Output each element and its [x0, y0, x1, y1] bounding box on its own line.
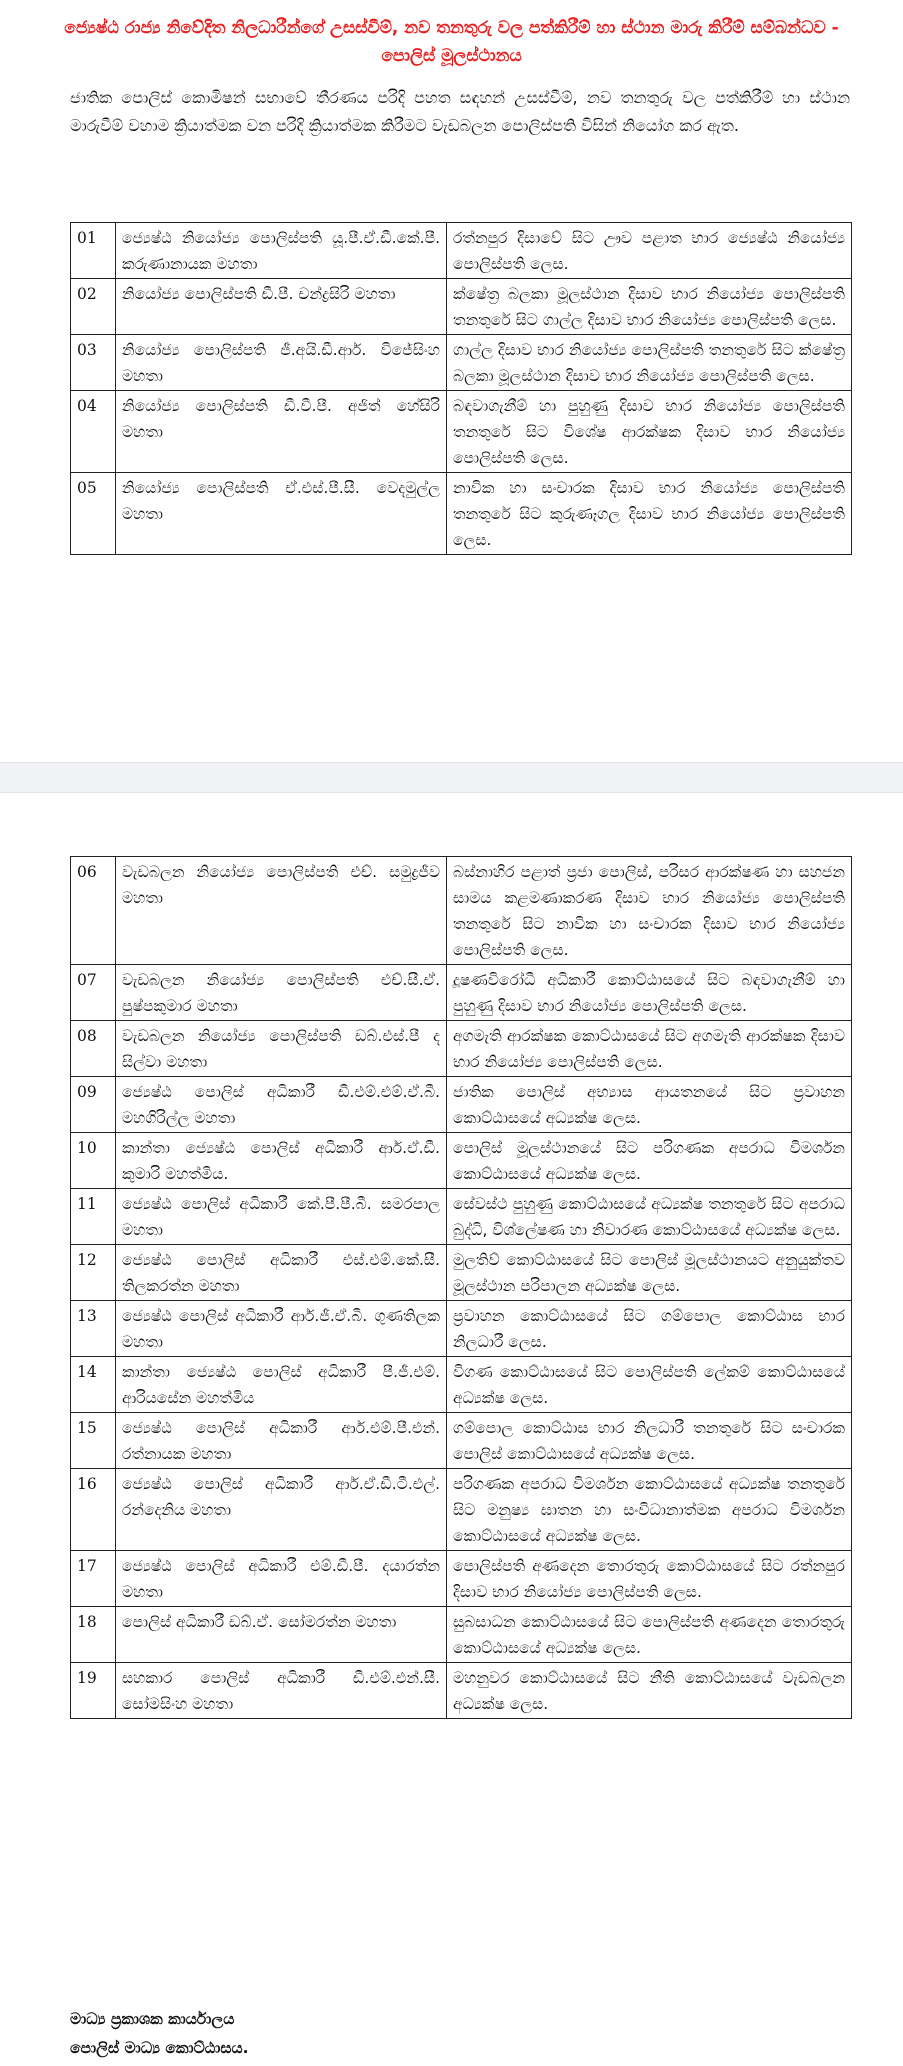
table-row: [71, 1607, 852, 1663]
row-number: 14: [71, 1357, 116, 1413]
row-number: 17: [71, 1551, 116, 1607]
new-posting-cell: රත්නපුර දිසාවේ සිට ඌව පළාත භාර ජ්‍යෙෂ්ඨ නියෝජ්‍ය පොලිස්පති ලෙස.: [447, 223, 852, 279]
officer-name-cell: ජ්‍යෙෂ්ඨ පොලිස් අධිකාරී ආර්.එම්.පී.එන්. රත්නායක මහතා: [116, 1413, 447, 1469]
appointments-table-part-1: [70, 222, 852, 555]
page-separator: [0, 762, 903, 793]
officer-name-cell: ජ්‍යෙෂ්ඨ පොලිස් අධිකාරී කේ.පී.පී.බී. සමරපාල මහතා: [116, 1189, 447, 1245]
new-posting-cell: පොලිස් මූලස්ථානයේ සිට පරිගණක අපරාධ විමර්ශන කොට්ඨාසයේ අධ්‍යක්ෂ ලෙස.: [447, 1133, 852, 1189]
row-number: 10: [71, 1133, 116, 1189]
new-posting-cell: ප්‍රවාහන කොට්ඨාසයේ සිට ගම්පොල කොට්ඨාස භාර නිලධාරී ලෙස.: [447, 1301, 852, 1357]
row-number: 06: [71, 857, 116, 965]
table-row: [71, 1551, 852, 1607]
row-number: 02: [71, 279, 116, 335]
officer-name-cell: නියෝජ්‍ය පොලිස්පති ජී.අයි.ඩී.ආර්. විජේසිංහ මහතා: [116, 335, 447, 391]
appointments-table-part-2: [70, 856, 852, 1719]
row-number: 11: [71, 1189, 116, 1245]
new-posting-cell: සේවස්ථ පුහුණු කොට්ඨාසයේ අධ්‍යක්ෂ තනතුරේ සිට අපරාධ බුද්ධි, විශ්ලේෂණ හා නිවාරණ කොට්ඨාසයේ අධ්‍යක්ෂ ලෙස.: [447, 1189, 852, 1245]
new-posting-cell: පොලිස්පති අණදෙන තොරතුරු කොට්ඨාසයේ සිට රත්නපුර දිසාව භාර නියෝජ්‍ය පොලිස්පති ලෙස.: [447, 1551, 852, 1607]
row-number: 18: [71, 1607, 116, 1663]
officer-name-cell: පොලිස් අධිකාරී ඩබ්.ඒ. සෝමරත්න මහතා: [116, 1607, 447, 1663]
officer-name-cell: කාන්තා ජ්‍යෙෂ්ඨ පොලිස් අධිකාරී ආර්.ඒ.ඩී. කුමාරි මහත්මිය.: [116, 1133, 447, 1189]
table-row: [71, 1357, 852, 1413]
table-row: [71, 1469, 852, 1551]
new-posting-cell: විගණ කොට්ඨාසයේ සිට පොලිස්පති ලේකම් කොට්ඨාසයේ අධ්‍යක්ෂ ලෙස.: [447, 1357, 852, 1413]
officer-name-cell: කාන්තා ජ්‍යෙෂ්ඨ පොලිස් අධිකාරී පී.ජී.එම්. ආරියසේන මහත්මිය: [116, 1357, 447, 1413]
row-number: 16: [71, 1469, 116, 1551]
row-number: 01: [71, 223, 116, 279]
new-posting-cell: මහනුවර කොට්ඨාසයේ සිට නීති කොට්ඨාසයේ වැඩබලන අධ්‍යක්ෂ ලෙස.: [447, 1663, 852, 1719]
officer-name-cell: ජ්‍යෙෂ්ඨ නියෝජ්‍ය පොලිස්පති යූ.පී.ඒ.ඩී.කේ.පී. කරුණානායක මහතා: [116, 223, 447, 279]
table-row: [71, 1077, 852, 1133]
officer-name-cell: ජ්‍යෙෂ්ඨ පොලිස් අධිකාරී ඩී.එම්.එම්.ඒ.බී. මහගිරිල්ල මහතා: [116, 1077, 447, 1133]
officer-name-cell: නියෝජ්‍ය පොලිස්පති ඒ.එස්.පී.සී. වෙදමුල්ල මහතා: [116, 473, 447, 555]
table-row: [71, 857, 852, 965]
row-number: 07: [71, 965, 116, 1021]
officer-name-cell: නියෝජ්‍ය පොලිස්පති ඩී.පී. චන්ද්‍රසිරි මහතා: [116, 279, 447, 335]
table-row: [71, 335, 852, 391]
table-row: [71, 279, 852, 335]
document-title: ජ්‍යෙෂ්ඨ රාජ්‍ය නිවේදිත නිලධාරීන්ගේ උසස්වීම්, නව තනතුරු වල පත්කිරීම් හා ස්ථාන මාරු කිරීම් සම්බන්ධව - පොලිස් මූලස්ථානය: [64, 18, 839, 66]
officer-name-cell: වැඩබලන නියෝජ්‍ය පොලිස්පති ඩබ්.එස්.පී ද සිල්වා මහතා: [116, 1021, 447, 1077]
new-posting-cell: පරිගණක අපරාධ විමර්ශන කොට්ඨාසයේ අධ්‍යක්ෂ තනතුරේ සිට මනුෂ්‍ය ඝාතන හා සංවිධානාත්මක අපරාධ විමර්ශන කොට්ඨාසයේ අධ්‍යක්ෂ ලෙස.: [447, 1469, 852, 1551]
officer-name-cell: ජ්‍යෙෂ්ඨ පොලිස් අධිකාරී ආර්.ඒ.ඩී.ටී.එල්. රන්දෙනිය මහතා: [116, 1469, 447, 1551]
table-row: [71, 223, 852, 279]
row-number: 03: [71, 335, 116, 391]
row-number: 15: [71, 1413, 116, 1469]
row-number: 08: [71, 1021, 116, 1077]
officer-name-cell: ජ්‍යෙෂ්ඨ පොලිස් අධිකාරී ආර්.ජී.ඒ.බී. ගුණතිලක මහතා: [116, 1301, 447, 1357]
row-number: 12: [71, 1245, 116, 1301]
table-row: [71, 1413, 852, 1469]
new-posting-cell: බස්නාහිර පළාත් ප්‍රජා පොලිස්, පරිසර ආරක්ෂණ හා සහජන සාමය කළමණාකරණ දිසාව භාර නියෝජ්‍ය පොලිස්පති තනතුරේ සිට නාවික හා සංචාරක දිසාව භාර නියෝජ්‍ය පොලිස්පති ලෙස.: [447, 857, 852, 965]
table-row: [71, 1301, 852, 1357]
table-row: [71, 1021, 852, 1077]
new-posting-cell: ජාතික පොලිස් අභ්‍යාස ආයතනයේ සිට ප්‍රවාහන කොට්ඨාසයේ අධ්‍යක්ෂ ලෙස.: [447, 1077, 852, 1133]
table-row: [71, 1245, 852, 1301]
row-number: 09: [71, 1077, 116, 1133]
new-posting-cell: දූෂණවිරෝධී අධිකාරී කොට්ඨාසයේ සිට බඳවාගැනීම් හා පුහුණු දිසාව භාර නියෝජ්‍ය පොලිස්පති ලෙස.: [447, 965, 852, 1021]
new-posting-cell: ගාල්ල දිසාව භාර නියෝජ්‍ය පොලිස්පති තනතුරේ සිට ක්ෂේත්‍ර බලකා මූලස්ථාන දිසාව භාර නියෝජ්‍ය පොලිස්පති ලෙස.: [447, 335, 852, 391]
table-row: [71, 391, 852, 473]
new-posting-cell: බඳවාගැනීම් හා පුහුණු දිසාව භාර නියෝජ්‍ය පොලිස්පති තනතුරේ සිට විශේෂ ආරක්ෂක දිසාව භාර නියෝජ්‍ය පොලිස්පති ලෙස.: [447, 391, 852, 473]
new-posting-cell: ක්ෂේත්‍ර බලකා මූලස්ථාන දිසාව භාර නියෝජ්‍ය පොලිස්පති තනතුරේ සිට ගාල්ල දිසාව භාර නියෝජ්‍ය පොලිස්පති ලෙස.: [447, 279, 852, 335]
footer-signature: [70, 2005, 249, 2063]
officer-name-cell: වැඩබලන නියෝජ්‍ය පොලිස්පති එච්.සී.ඒ. පුෂ්පකුමාර මහතා: [116, 965, 447, 1021]
table-row: [71, 1663, 852, 1719]
officer-name-cell: ජ්‍යෙෂ්ඨ පොලිස් අධිකාරී එස්.එම්.කේ.සී. තිලකරත්න මහතා: [116, 1245, 447, 1301]
officer-name-cell: ජ්‍යෙෂ්ඨ පොලිස් අධිකාරී එම්.ඩී.පී. දයාරත්න මහතා: [116, 1551, 447, 1607]
new-posting-cell: අගමැති ආරක්ෂක කොට්ඨාසයේ සිට අගමැති ආරක්ෂක දිසාව භාර නියෝජ්‍ය පොලිස්පති ලෙස.: [447, 1021, 852, 1077]
officer-name-cell: වැඩබලන නියෝජ්‍ය පොලිස්පති එච්. සමුද්‍රජීව මහතා: [116, 857, 447, 965]
footer-office-name: මාධ්‍ය ප්‍රකාශක කාර්යාලය: [70, 2010, 235, 2028]
row-number: 05: [71, 473, 116, 555]
document-page-2: [0, 793, 903, 2066]
document-page-1: [0, 0, 903, 762]
row-number: 13: [71, 1301, 116, 1357]
row-number: 19: [71, 1663, 116, 1719]
new-posting-cell: සුබසාධන කොට්ඨාසයේ සිට පොලිස්පති අණදෙන තොරතුරු කොට්ඨාසයේ අධ්‍යක්ෂ ලෙස.: [447, 1607, 852, 1663]
table-row: [71, 1133, 852, 1189]
new-posting-cell: මුලතිව් කොට්ඨාසයේ සිට පොලිස් මූලස්ථානයට අනුයුක්තව මූලස්ථාන පරිපාලන අධ්‍යක්ෂ ලෙස.: [447, 1245, 852, 1301]
officer-name-cell: නියෝජ්‍ය පොලිස්පති ඩී.වී.පී. අජිත් හේසිරි මහතා: [116, 391, 447, 473]
table-row: [71, 473, 852, 555]
intro-paragraph: ජාතික පොලිස් කොමිෂන් සභාවේ තීරණය පරිදි පහත සඳහන් උසස්වීම්, නව තනතුරු වල පත්කිරීම් හා ස්ථාන මාරුවීම් වහාම ක්‍රියාත්මක වන පරිදි ක්‍රියාත්මක කිරීමට වැඩබලන පොලිස්පති විසින් නියෝග කර ඇත.: [70, 88, 850, 135]
table-row: [71, 1189, 852, 1245]
table-row: [71, 965, 852, 1021]
officer-name-cell: සහකාර පොලිස් අධිකාරී ඩී.එම්.එන්.සී. සෝමසිංහ මහතා: [116, 1663, 447, 1719]
row-number: 04: [71, 391, 116, 473]
new-posting-cell: ගම්පොල කොට්ඨාස භාර නිලධාරී තනතුරේ සිට සංචාරක පොලිස් කොට්ඨාසයේ අධ්‍යක්ෂ ලෙස.: [447, 1413, 852, 1469]
new-posting-cell: නාවික හා සංචාරක දිසාව භාර නියෝජ්‍ය පොලිස්පති තනතුරේ සිට කුරුණෑගල දිසාව භාර නියෝජ්‍ය පොලිස්පති ලෙස.: [447, 473, 852, 555]
footer-division-name: පොලිස් මාධ්‍ය කොට්ඨාසය.: [70, 2039, 249, 2057]
